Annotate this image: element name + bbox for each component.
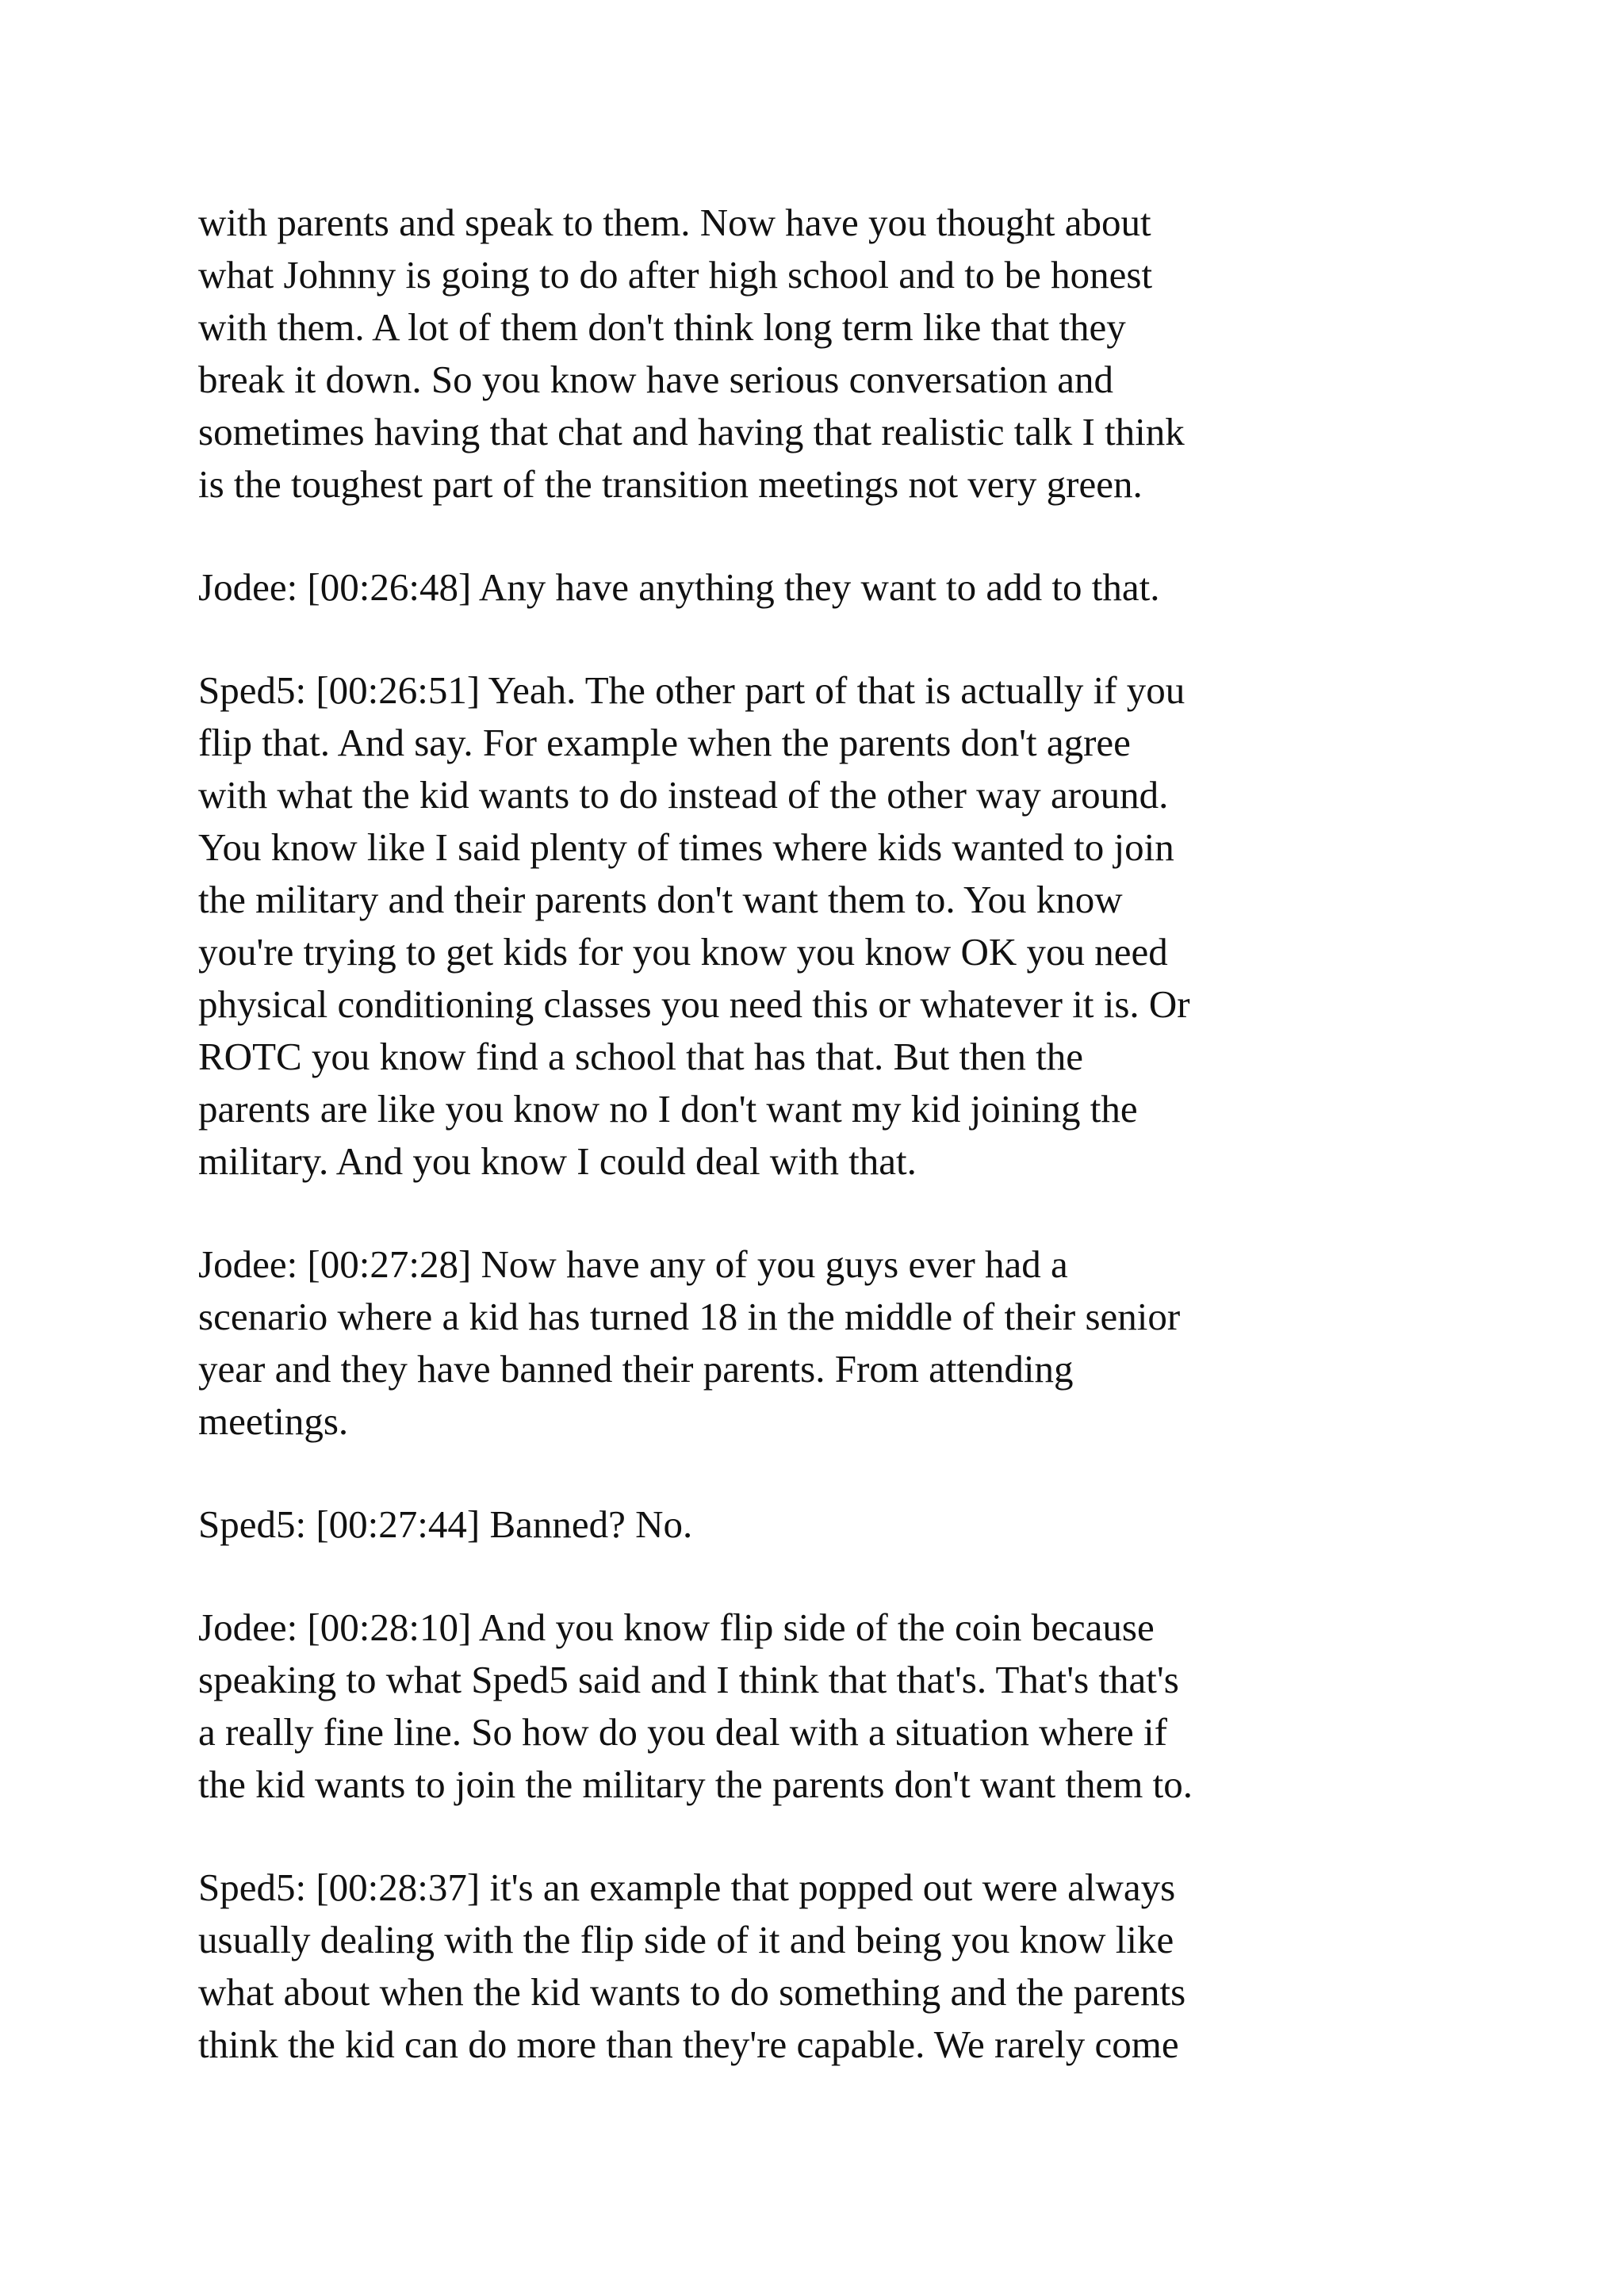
paragraph-sped5-002651 — [198, 664, 1451, 1188]
text-line: you're trying to get kids for you know you know OK you need — [198, 930, 1168, 974]
text-line: Jodee: [00:27:28] Now have any of you guys ever had a — [198, 1242, 1068, 1286]
text-line: with parents and speak to them. Now have you thought about — [198, 201, 1151, 244]
text-line: meetings. — [198, 1399, 349, 1443]
text-line: the kid wants to join the military the parents don't want them to. — [198, 1762, 1193, 1806]
paragraph-jodee-002648 — [198, 561, 1451, 614]
text-line: year and they have banned their parents. From attending — [198, 1347, 1074, 1391]
text-line: flip that. And say. For example when the parents don't agree — [198, 721, 1131, 764]
text-line: Sped5: [00:26:51] Yeah. The other part of that is actually if you — [198, 668, 1185, 712]
text-line: parents are like you know no I don't want my kid joining the — [198, 1087, 1138, 1131]
document-page — [198, 197, 1451, 2122]
text-line: Jodee: [00:26:48] Any have anything they want to add to that. — [198, 565, 1160, 609]
text-line: think the kid can do more than they're capable. We rarely come — [198, 2022, 1179, 2066]
text-line: the military and their parents don't want them to. You know — [198, 878, 1123, 921]
text-line: with them. A lot of them don't think long term like that they — [198, 305, 1126, 349]
text-line: break it down. So you know have serious conversation and — [198, 358, 1113, 401]
text-line: military. And you know I could deal with that. — [198, 1139, 917, 1183]
text-line: Jodee: [00:28:10] And you know flip side of the coin because — [198, 1605, 1155, 1649]
text-line: what about when the kid wants to do something and the parents — [198, 1970, 1186, 2014]
text-line: is the toughest part of the transition meetings not very green. — [198, 462, 1143, 506]
text-line: usually dealing with the flip side of it and being you know like — [198, 1918, 1174, 1961]
text-line: sometimes having that chat and having that realistic talk I think — [198, 410, 1185, 453]
text-line: speaking to what Sped5 said and I think that that's. That's that's — [198, 1658, 1179, 1701]
text-line: scenario where a kid has turned 18 in the middle of their senior — [198, 1295, 1181, 1338]
paragraph-jodee-002728 — [198, 1238, 1451, 1448]
text-line: Sped5: [00:27:44] Banned? No. — [198, 1502, 693, 1546]
text-line: what Johnny is going to do after high school and to be honest — [198, 253, 1153, 297]
paragraph-transition-talk — [198, 197, 1451, 511]
text-line: You know like I said plenty of times where kids wanted to join — [198, 825, 1174, 869]
text-line: ROTC you know find a school that has that. But then the — [198, 1035, 1083, 1078]
text-line: physical conditioning classes you need this or whatever it is. Or — [198, 982, 1190, 1026]
paragraph-jodee-002810 — [198, 1601, 1451, 1811]
text-line: with what the kid wants to do instead of the other way around. — [198, 773, 1169, 817]
text-line: Sped5: [00:28:37] it's an example that popped out were always — [198, 1866, 1176, 1909]
paragraph-sped5-002837 — [198, 1862, 1451, 2071]
paragraph-sped5-002744 — [198, 1498, 1451, 1551]
text-line: a really fine line. So how do you deal with a situation where if — [198, 1710, 1167, 1754]
